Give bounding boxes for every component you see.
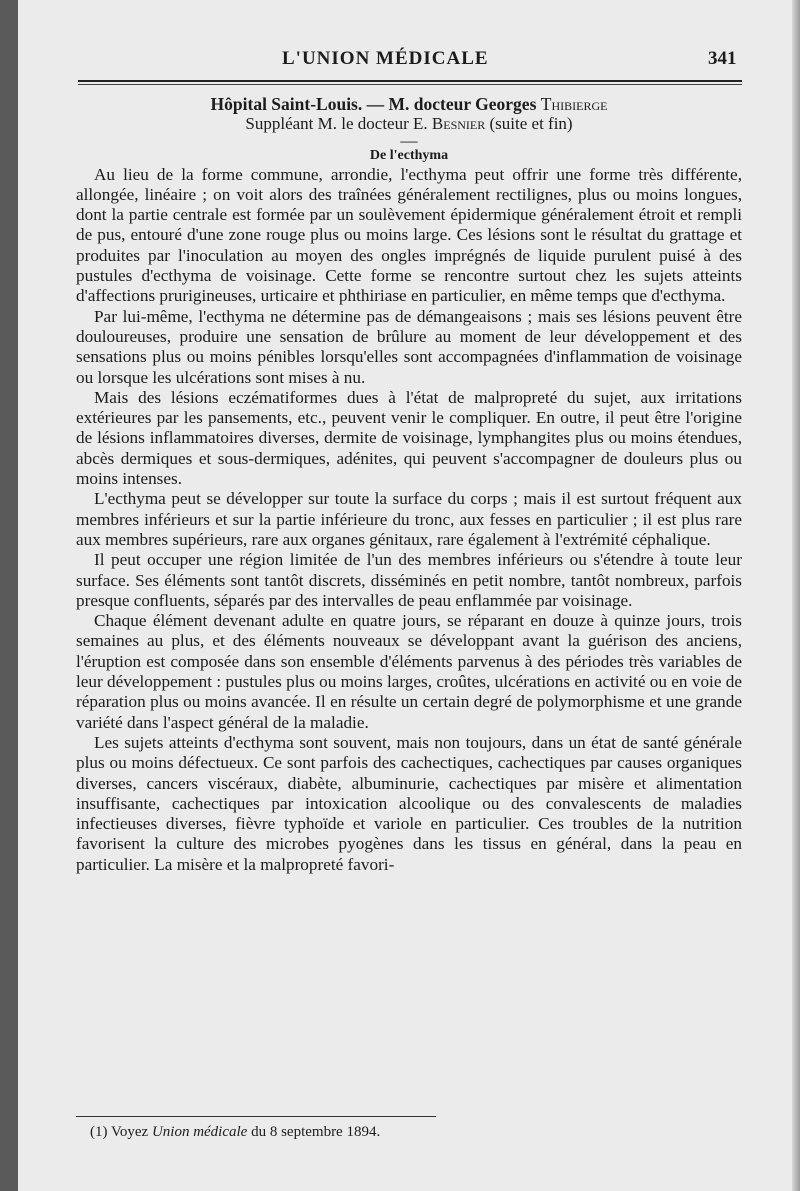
footnote — [90, 1124, 380, 1141]
paragraph: Par lui-même, l'ecthyma ne détermine pas de démangeaisons ; mais ses lésions peuvent être douloureuses, produire une sensation de brûlure au moment de leur développement et des sensations plus ou moins pénibles lorsqu'elles sont accompagnées d'inflammation de voisinage ou lorsque les ulcérations sont mises à nu. — [76, 306, 742, 387]
header-rule-thin — [78, 84, 742, 85]
heading-hospital: Hôpital Saint-Louis. — M. docteur Georges — [210, 94, 541, 114]
running-header — [18, 48, 800, 72]
heading-doctor-name: Thibierge — [540, 94, 608, 114]
journal-title: L'UNION MÉDICALE — [282, 48, 489, 69]
footnote-journal: Union médicale — [151, 1124, 248, 1140]
footnote-prefix: (1) Voyez — [90, 1124, 152, 1140]
footnote-suffix: du 8 septembre 1894. — [247, 1124, 381, 1140]
article-heading — [76, 94, 742, 114]
paragraph: L'ecthyma peut se développer sur toute la surface du corps ; mais il est surtout fréquent aux membres inférieurs et sur la partie inférieure du tronc, aux fesses en particulier ; il est plus rare aux membres supérieurs, rare aux organes génitaux, rare également à l'extrémité céphalique. — [76, 489, 742, 549]
paragraph: Mais des lésions eczématiformes dues à l'état de malpropreté du sujet, aux irritations extérieures par les pansements, etc., peuvent venir le compliquer. En outre, il peut être l'origine de lésions inflammatoires diverses, dermite de voisinage, lymphangites plus ou moins étendues, abcès dermiques et sous-dermiques, adénites, qui peuvent s'accompagner de douleurs plus ou moins intenses. — [76, 387, 742, 489]
heading-separator: — — [400, 130, 418, 150]
journal-page — [18, 0, 800, 1191]
header-rule — [78, 80, 742, 82]
subheading-end: (suite et fin) — [485, 114, 573, 134]
page-edge — [792, 0, 800, 1191]
paragraph: Chaque élément devenant adulte en quatre jours, se réparant en douze à quinze jours, trois semaines au plus, et des éléments nouveaux se développant avant la guérison des anciens, l'éruption est composée dans son ensemble d'éléments parvenus à des périodes très variables de leur développement : pustules plus ou moins larges, croûtes, ulcérations en activité ou en voie de réparation plus ou moins avancée. Il en résulte un certain degré de polymorphisme et une grande variété dans l'aspect général de la maladie. — [76, 611, 742, 732]
footnote-rule — [76, 1116, 436, 1117]
paragraph: Il peut occuper une région limitée de l'un des membres inférieurs ou s'étendre à toute leur surface. Ses éléments sont tantôt discrets, disséminés en petit nombre, tantôt nombreux, parfois presque confluents, séparés par des intervalles de peau enflammée par voisinage. — [76, 550, 742, 610]
subheading-name: Besnier — [431, 114, 486, 134]
subheading-start: Suppléant M. le docteur E. — [245, 114, 432, 134]
paragraph: Au lieu de la forme commune, arrondie, l'ecthyma peut offrir une forme très différente, allongée, linéaire ; on voit alors des traînées généralement rectilignes, plus ou moins longues, dont la partie centrale est formée par un soulèvement épidermique généralement étroit et rempli de pus, entouré d'une zone rouge plus ou moins large. Ces lésions sont le résultat du grattage et produites par l'inoculation au moyen des ongles imprégnés de liquide purulent puisé à des pustules d'ecthyma de voisinage. Cette forme se rencontre surtout chez les sujets atteints d'affections prurigineuses, urticaire et phthiriase en particulier, en même temps que d'ecthyma. — [76, 164, 742, 306]
article-body — [76, 94, 742, 875]
paragraph: Les sujets atteints d'ecthyma sont souvent, mais non toujours, dans un état de santé générale plus ou moins défectueux. Ce sont parfois des cachectiques, cachectiques par causes organiques diverses, cancers viscéraux, diabète, albuminurie, cachectiques par misère et alimentation insuffisante, cachectiques par intoxication alcoolique ou des convalescents de maladies infectieuses diverses, fièvre typhoïde et variole en particulier. Ces troubles de la nutrition favorisent la culture des microbes pyogènes dans les tissus en général, dans la peau en particulier. La misère et la malpropreté favori- — [76, 732, 742, 874]
section-title: De l'ecthyma — [369, 147, 449, 163]
page-number: 341 — [708, 48, 737, 69]
